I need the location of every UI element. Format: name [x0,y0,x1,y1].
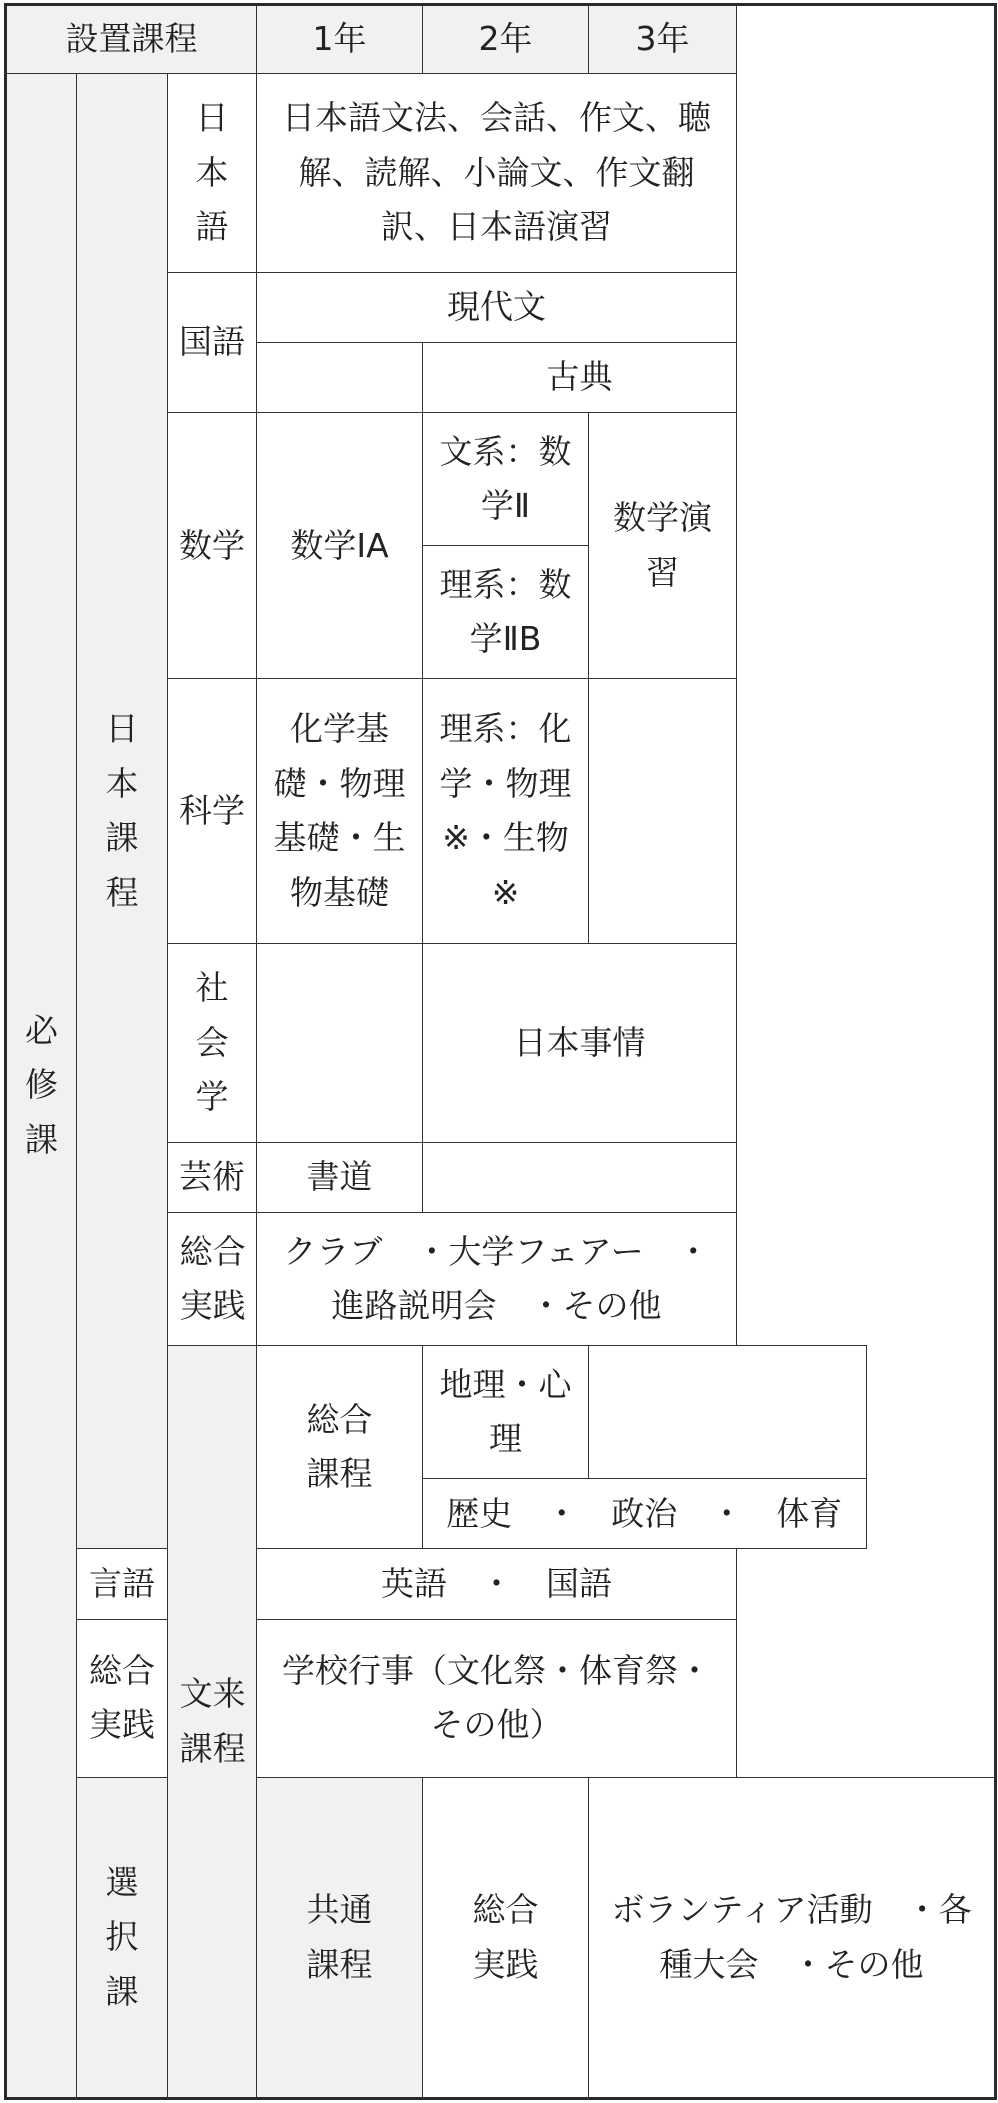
subject-nihongo: 日本語 [168,73,257,272]
group-required: 必修課 [6,73,77,2098]
science-year2: 理系：化学・物理※・生物※ [423,679,589,944]
subject-practice-common: 総合実践 [423,1778,589,2099]
general-year1: 地理・心理 [423,1346,589,1479]
practice-japan-content: クラブ ・大学フェアー ・進路説明会 ・その他 [257,1213,737,1346]
science-year3-empty [589,679,737,944]
general-row2: 歴史 ・ 政治 ・ 体育 [423,1479,866,1549]
header-course: 設置課程 [6,5,257,74]
social-year2-3: 日本事情 [423,944,737,1143]
subject-social: 社会学 [168,944,257,1143]
table-row [6,1778,996,2099]
science-year1: 化学基礎・物理基礎・生物基礎 [257,679,423,944]
subject-practice-bunrai: 総合実践 [77,1619,168,1778]
math-year2-arts: 文系：数学Ⅱ [423,413,589,546]
subject-practice-japan: 総合実践 [168,1213,257,1346]
track-bunrai: 文来課程 [168,1346,257,2099]
nihongo-content: 日本語文法、会話、作文、聴解、読解、小論文、作文翻訳、日本語演習 [257,73,737,272]
header-year2: 2年 [423,5,589,74]
subject-general-bunrai: 総合課程 [257,1346,423,1549]
track-common: 共通課程 [257,1778,423,2099]
subject-math: 数学 [168,413,257,679]
practice-common-content: ボランティア活動 ・各種大会 ・その他 [589,1778,996,2099]
header-year1: 1年 [257,5,423,74]
social-year1-empty [257,944,423,1143]
math-year1: 数学ⅠA [257,413,423,679]
table-row [6,73,996,272]
group-elective: 選択課 [77,1778,168,2099]
subject-science: 科学 [168,679,257,944]
practice-bunrai-content: 学校行事（文化祭・体育祭・その他） [257,1619,737,1778]
kokugo-modern: 現代文 [257,272,737,342]
kokugo-year1-empty [257,343,423,413]
arts-year1: 書道 [257,1142,423,1212]
table-row [6,1549,996,1619]
general-year2-3-empty [589,1346,866,1479]
subject-arts: 芸術 [168,1142,257,1212]
curriculum-table [4,3,997,2100]
math-year2-science: 理系：数学ⅡB [423,546,589,679]
subject-kokugo: 国語 [168,272,257,412]
kokugo-classic: 古典 [423,343,737,413]
header-row [6,5,996,74]
subject-language: 言語 [77,1549,168,1619]
track-japan: 日本課程 [77,73,168,1548]
table-row [6,1619,996,1778]
header-year3: 3年 [589,5,737,74]
language-content: 英語 ・ 国語 [257,1549,737,1619]
math-year3: 数学演習 [589,413,737,679]
arts-year2-3-empty [423,1142,737,1212]
